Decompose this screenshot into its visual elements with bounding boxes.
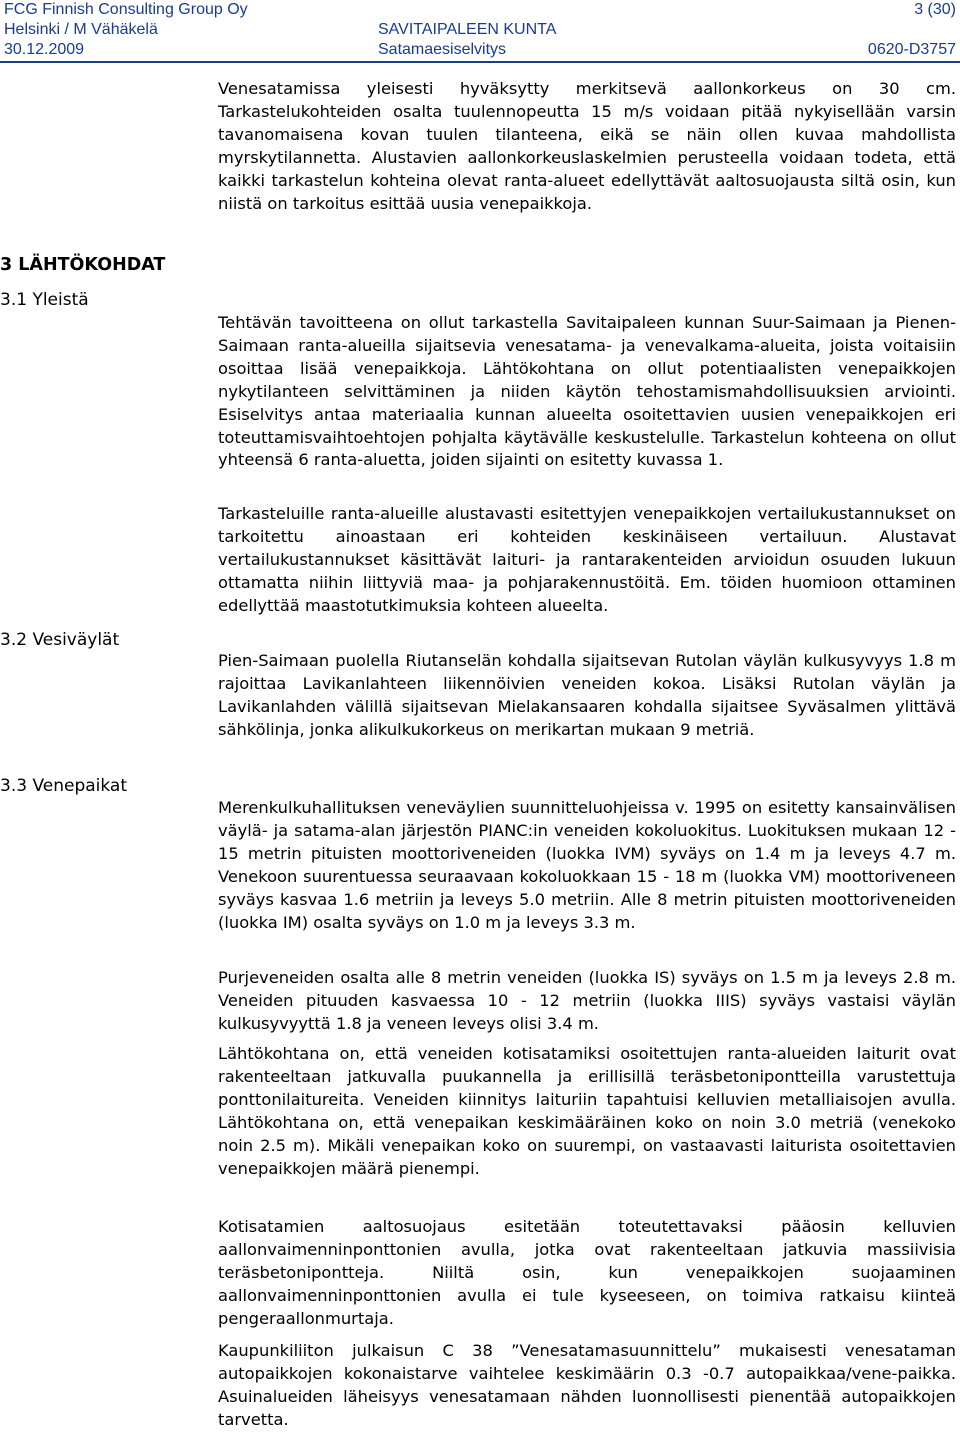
header-project-id: 0620-D3757 [867,41,956,58]
paragraph: Lähtökohtana on, että veneiden kotisatamiksi osoitettujen ranta-alueiden laiturit ovat rakenteeltaan jatkuvalla puukannella ja erillisillä teräsbetonipontteilla varustettuja ponttonilaitureita. Veneiden kiinnitys laituriin tapahtuisi kelluvien metalliaisojen avulla. Lähtökohtana on, että venepaikan keskimääräinen koko on noin 3.0 metriä (venekoko noin 2.5 m). Mikäli venepaikan koko on suurempi, on vastaavasti laiturista osoitettavien venepaikkojen määrä pienempi. [218,1044,956,1178]
paragraph-task-goal [218,312,956,472]
section-heading-lahtokohdat: 3 LÄHTÖKOHDAT [0,255,166,275]
paragraph-fairway-depth [218,650,956,742]
paragraph-pianc-classification [218,797,956,934]
paragraph: Kaupunkiliiton julkaisun C 38 ”Venesatamasuunnittelu” mukaisesti venesataman autopaikkojen kokonaistarve vaihtelee keskimäärin 0.3 -0.7 autopaikkaa/vene-paikka. Asuinalueiden läheisyys venesatamaan nähden luonnollisesti pienentää autopaikkojen tarvetta. [218,1341,956,1429]
subsection-heading-venepaikat: 3.3 Venepaikat [0,776,128,796]
paragraph-sailboats [218,967,956,1036]
header-company: FCG Finnish Consulting Group Oy [4,1,248,18]
header-date: 30.12.2009 [4,41,85,58]
paragraph: Merenkulkuhallituksen veneväylien suunnitteluohjeissa v. 1995 on esitetty kansainvälisen väylä- ja satama-alan järjestön PIANC:in veneiden kokoluokitus. Luokituksen mukaan 12 - 15 metrin pituisten moottoriveneiden (luokka IVM) syväys on 1.4 m ja leveys 4.7 m. Venekoon suurentuessa seuraavaan kokoluokkaan 15 - 18 m (luokka VM) moottoriveneen syväys kasvaa 1.6 metriin ja leveys 5.0 metriin. Alle 8 metrin pituisten moottoriveneiden (luokka IM) osalta syväys on 1.0 m ja leveys 3.3 m. [218,798,956,932]
paragraph: Kotisatamien aaltosuojaus esitetään toteutettavaksi pääosin kelluvien aallonvaimenninponttonien avulla, jotka ovat rakenteeltaan jatkuvia massiivisia teräsbetonipontteja. Niiltä osin, kun venepaikkojen suojaaminen aallonvaimenninponttonien avulla ei tule kyseeseen, on toimiva ratkaisu kiinteä pengeraallonmurtaja. [218,1217,956,1328]
paragraph-wave-protection [218,1216,956,1331]
header-rule [0,61,960,63]
paragraph: Tarkasteluille ranta-alueille alustavasti esitettyjen venepaikkojen vertailukustannukset on tarkoitettu ainoastaan eri kohteiden keskinäiseen vertailuun. Alustavat vertailukustannukset käsittävät laituri- ja rantarakenteiden arvioidun osuuden lukuun ottamatta niihin liittyviä maa- ja pohjarakennustöitä. Em. töiden huomioon ottaminen edellyttää maastotutkimuksia kohteen alueelta. [218,504,956,615]
paragraph-parking [218,1340,956,1432]
paragraph: Purjeveneiden osalta alle 8 metrin veneiden (luokka IS) syväys on 1.5 m ja leveys 2.8 m. Veneiden pituuden kasvaessa 10 - 12 metriin (luokka IIIS) syväys vastaisi väylän kulkusyvyyttä 1.8 ja veneen leveys olisi 3.4 m. [218,968,956,1033]
subsection-heading-yleista: 3.1 Yleistä [0,290,89,310]
header-report-title: Satamaesiselvitys [378,41,507,58]
paragraph: Tehtävän tavoitteena on ollut tarkastella Savitaipaleen kunnan Suur-Saimaan ja Pienen-Saimaan ranta-alueilla sijaitsevia venesatama- ja venevalkama-alueita, joista voitaisiin osoittaa lisää venepaikkoja. Lähtökohtana on ollut potentiaalisten venepaikkojen nykytilanteen selvittäminen ja niiden käytön tehostamismahdollisuuksien arviointi. Esiselvitys antaa materiaalia kunnan alueelta osoitettavien uusien venepaikkojen eri toteuttamisvaihtoehtojen pohjalta käytävälle keskustelulle. Tarkastelun kohteena on ollut yhteensä 6 ranta-aluetta, joiden sijainti on esitetty kuvassa 1. [218,313,956,470]
paragraph-costs [218,503,956,618]
header-client: SAVITAIPALEEN KUNTA [378,21,557,38]
paragraph-wave-height [218,78,956,215]
header-page-number: 3 (30) [914,1,956,18]
subsection-heading-vesivaylat: 3.2 Vesiväylät [0,630,120,650]
paragraph-pontoon-piers [218,1043,956,1180]
header-author: Helsinki / M Vähäkelä [4,21,158,38]
paragraph: Pien-Saimaan puolella Riutanselän kohdalla sijaitsevan Rutolan väylän kulkusyvyys 1.8 m rajoittaa Lavikanlahteen liikennöivien veneiden kokoa. Lisäksi Rutolan väylän ja Lavikanlahden välillä sijaitsevan Mielakansaaren kohdalla sijaitsee Syväsalmen ylittävä sähkölinja, jonka alikulkukorkeus on merikartan mukaan 9 metriä. [218,651,956,739]
paragraph: Venesatamissa yleisesti hyväksytty merkitsevä aallonkorkeus on 30 cm. Tarkastelukohteiden osalta tuulennopeutta 15 m/s voidaan pitää nykyisellään varsin tavanomaisena kovan tuulen tilanteena, eikä se näin ollen kuvaa mahdollista myrskytilannetta. Alustavien aallonkorkeuslaskelmien perusteella voidaan todeta, että kaikki tarkastelun kohteina olevat ranta-alueet edellyttävät aaltosuojausta siltä osin, kun niistä on tarkoitus esittää uusia venepaikkoja. [218,79,956,213]
